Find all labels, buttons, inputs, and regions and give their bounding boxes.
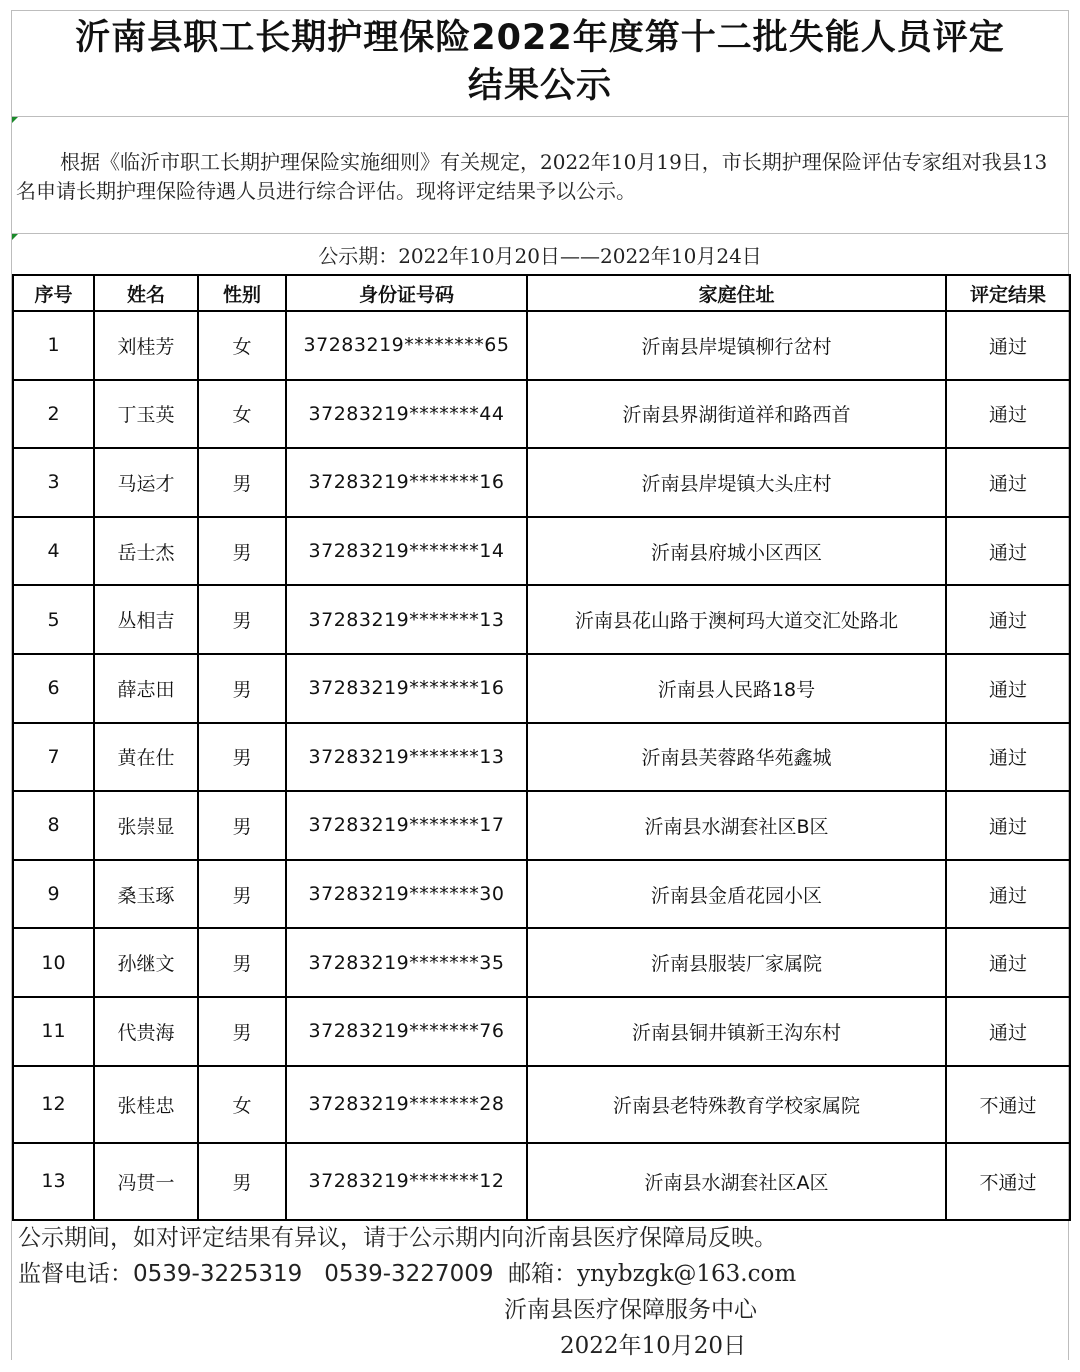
cell-index: 5	[13, 585, 94, 654]
cell-result: 通过	[946, 654, 1070, 723]
cell-address: 沂南县金盾花园小区	[527, 860, 946, 929]
table-row	[13, 997, 1070, 1066]
cell-gender: 女	[198, 380, 286, 449]
cell-id-number: 37283219*******16	[286, 654, 527, 723]
divider-title	[11, 116, 1069, 117]
publicity-period: 公示期：2022年10月20日——2022年10月24日	[318, 244, 762, 268]
phone-number-1: 0539-3225319	[133, 1261, 303, 1287]
cell-index: 3	[13, 448, 94, 517]
email-label: 邮箱：	[508, 1261, 578, 1287]
cell-result: 通过	[946, 791, 1070, 860]
cell-index: 8	[13, 791, 94, 860]
cell-name: 张桂忠	[94, 1066, 198, 1143]
cell-gender: 男	[198, 860, 286, 929]
cell-gender: 男	[198, 654, 286, 723]
header-id-number: 身份证号码	[286, 275, 527, 311]
cell-index: 12	[13, 1066, 94, 1143]
table-row	[13, 1143, 1070, 1220]
cell-id-number: 37283219*******13	[286, 723, 527, 792]
cell-name: 桑玉琢	[94, 860, 198, 929]
cell-address: 沂南县岸堤镇大头庄村	[527, 448, 946, 517]
table-row	[13, 448, 1070, 517]
table-row	[13, 517, 1070, 586]
table-header-row	[13, 275, 1070, 311]
cell-address: 沂南县人民路18号	[527, 654, 946, 723]
cell-gender: 男	[198, 517, 286, 586]
cell-name: 丁玉英	[94, 380, 198, 449]
cell-result: 通过	[946, 517, 1070, 586]
cell-corner-marker	[12, 117, 18, 123]
cell-address: 沂南县岸堤镇柳行岔村	[527, 311, 946, 380]
cell-id-number: 37283219*******14	[286, 517, 527, 586]
cell-name: 岳士杰	[94, 517, 198, 586]
objection-notice: 公示期间，如对评定结果有异议，请于公示期内向沂南县医疗保障局反映。	[18, 1225, 777, 1251]
cell-result: 通过	[946, 723, 1070, 792]
header-index: 序号	[13, 275, 94, 311]
cell-id-number: 37283219*******13	[286, 585, 527, 654]
intro-paragraph: 根据《临沂市职工长期护理保险实施细则》有关规定，2022年10月19日，市长期护理保险评估专家组对我县13名申请长期护理保险待遇人员进行综合评估。现将评定结果予以公示。	[16, 150, 1048, 203]
cell-index: 9	[13, 860, 94, 929]
table-row	[13, 585, 1070, 654]
header-name: 姓名	[94, 275, 198, 311]
cell-name: 孙继文	[94, 928, 198, 997]
cell-id-number: 37283219*******35	[286, 928, 527, 997]
cell-result: 不通过	[946, 1066, 1070, 1143]
cell-gender: 男	[198, 997, 286, 1066]
cell-id-number: 37283219*******30	[286, 860, 527, 929]
cell-id-number: 37283219*******12	[286, 1143, 527, 1220]
cell-id-number: 37283219*******44	[286, 380, 527, 449]
results-table	[12, 274, 1071, 1221]
issuing-organization: 沂南县医疗保障服务中心	[504, 1297, 757, 1323]
contact-line	[18, 1256, 1068, 1292]
cell-index: 6	[13, 654, 94, 723]
cell-id-number: 37283219*******28	[286, 1066, 527, 1143]
cell-name: 马运才	[94, 448, 198, 517]
cell-name: 张崇显	[94, 791, 198, 860]
header-address: 家庭住址	[527, 275, 946, 311]
frame-top	[11, 10, 1069, 11]
title-line-1: 沂南县职工长期护理保险2022年度第十二批失能人员评定	[75, 18, 1005, 58]
table-row	[13, 1066, 1070, 1143]
email-address: ynybzgk@163.com	[577, 1261, 797, 1287]
cell-result: 通过	[946, 997, 1070, 1066]
cell-address: 沂南县界湖街道祥和路西首	[527, 380, 946, 449]
cell-name: 冯贯一	[94, 1143, 198, 1220]
issue-date: 2022年10月20日	[560, 1333, 747, 1359]
cell-index: 11	[13, 997, 94, 1066]
cell-index: 1	[13, 311, 94, 380]
cell-address: 沂南县府城小区西区	[527, 517, 946, 586]
footer	[18, 1220, 1068, 1364]
cell-result: 不通过	[946, 1143, 1070, 1220]
cell-name: 丛相吉	[94, 585, 198, 654]
cell-index: 13	[13, 1143, 94, 1220]
cell-id-number: 37283219********65	[286, 311, 527, 380]
cell-gender: 男	[198, 585, 286, 654]
cell-gender: 男	[198, 723, 286, 792]
cell-name: 黄在仕	[94, 723, 198, 792]
cell-gender: 女	[198, 311, 286, 380]
cell-gender: 女	[198, 1066, 286, 1143]
cell-id-number: 37283219*******17	[286, 791, 527, 860]
cell-address: 沂南县水湖套社区A区	[527, 1143, 946, 1220]
cell-name: 刘桂芳	[94, 311, 198, 380]
cell-result: 通过	[946, 448, 1070, 517]
cell-index: 7	[13, 723, 94, 792]
cell-gender: 男	[198, 1143, 286, 1220]
cell-address: 沂南县芙蓉路华苑鑫城	[527, 723, 946, 792]
cell-id-number: 37283219*******76	[286, 997, 527, 1066]
cell-id-number: 37283219*******16	[286, 448, 527, 517]
table-row	[13, 311, 1070, 380]
cell-address: 沂南县水湖套社区B区	[527, 791, 946, 860]
cell-index: 2	[13, 380, 94, 449]
cell-index: 10	[13, 928, 94, 997]
cell-result: 通过	[946, 928, 1070, 997]
divider-intro	[11, 233, 1069, 234]
header-result: 评定结果	[946, 275, 1070, 311]
cell-address: 沂南县铜井镇新王沟东村	[527, 997, 946, 1066]
table-row	[13, 928, 1070, 997]
header-gender: 性别	[198, 275, 286, 311]
page-title	[12, 14, 1068, 110]
cell-result: 通过	[946, 380, 1070, 449]
title-line-2: 结果公示	[467, 66, 612, 106]
cell-address: 沂南县花山路于澳柯玛大道交汇处路北	[527, 585, 946, 654]
table-row	[13, 860, 1070, 929]
cell-result: 通过	[946, 860, 1070, 929]
table-row	[13, 723, 1070, 792]
cell-gender: 男	[198, 928, 286, 997]
cell-name: 代贵海	[94, 997, 198, 1066]
cell-gender: 男	[198, 791, 286, 860]
cell-result: 通过	[946, 311, 1070, 380]
table-row	[13, 654, 1070, 723]
cell-address: 沂南县老特殊教育学校家属院	[527, 1066, 946, 1143]
phone-number-2: 0539-3227009	[324, 1261, 494, 1287]
cell-result: 通过	[946, 585, 1070, 654]
phone-label: 监督电话：	[18, 1261, 133, 1287]
cell-address: 沂南县服装厂家属院	[527, 928, 946, 997]
cell-corner-marker	[12, 234, 18, 240]
cell-name: 薛志田	[94, 654, 198, 723]
table-row	[13, 380, 1070, 449]
cell-index: 4	[13, 517, 94, 586]
table-row	[13, 791, 1070, 860]
cell-gender: 男	[198, 448, 286, 517]
